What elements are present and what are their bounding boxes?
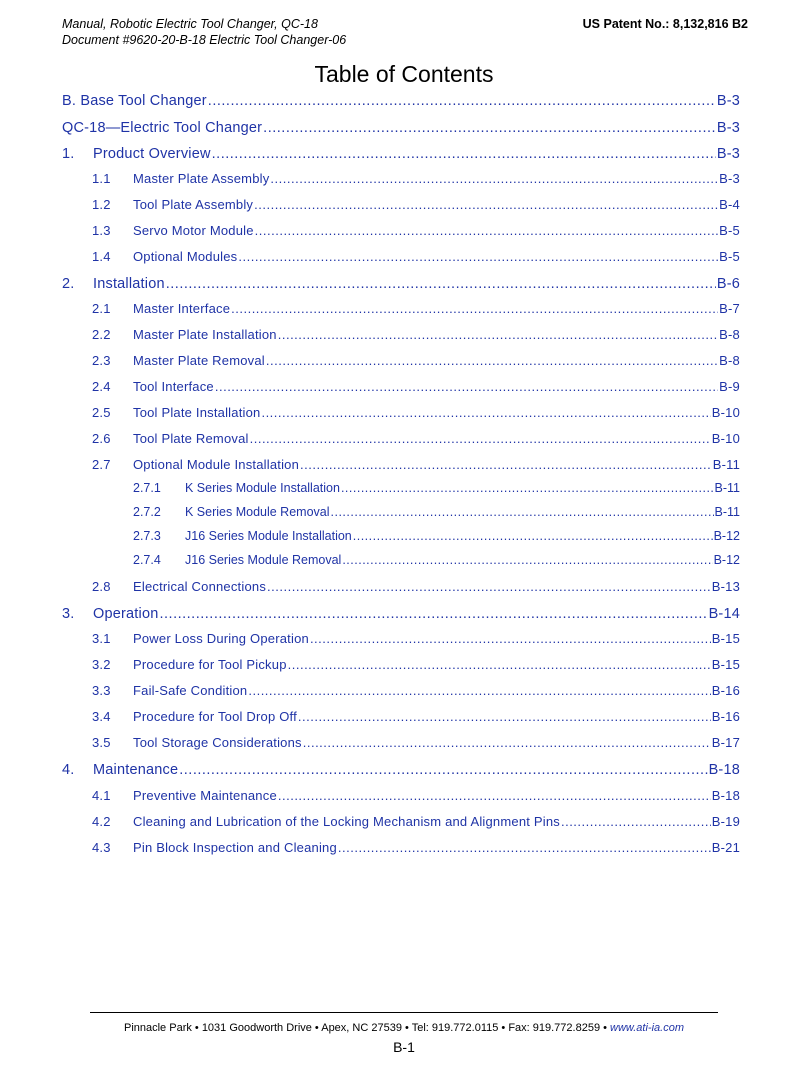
- toc-entry-page: B-10: [711, 405, 740, 420]
- toc-dot-leader: [266, 353, 718, 368]
- toc-entry[interactable]: [62, 171, 740, 193]
- toc-entry-title: K Series Module Removal: [185, 505, 330, 519]
- toc-dot-leader: [270, 171, 718, 186]
- toc-entry-title: Tool Plate Removal: [133, 431, 249, 446]
- toc-entry-number: 3.4: [92, 709, 111, 724]
- toc-entry[interactable]: [62, 353, 740, 375]
- toc-entry-title: QC-18—Electric Tool Changer: [62, 120, 263, 136]
- toc-dot-leader: [248, 683, 710, 698]
- toc-entry-number: 1.1: [92, 171, 111, 186]
- toc-dot-leader: [561, 814, 711, 829]
- toc-entry[interactable]: [62, 93, 740, 115]
- manual-title: Manual, Robotic Electric Tool Changer, QC-18: [62, 17, 318, 31]
- toc-dot-leader: [310, 631, 711, 646]
- toc-entry-number: 3.5: [92, 735, 111, 750]
- toc-entry-number: 3.2: [92, 657, 111, 672]
- toc-entry-number: 3.1: [92, 631, 111, 646]
- toc-entry-page: B-13: [711, 579, 740, 594]
- toc-dot-leader: [300, 457, 712, 472]
- toc-entry-title: Servo Motor Module: [133, 223, 254, 238]
- toc-entry-number: 3.3: [92, 683, 111, 698]
- toc-entry-page: B-8: [719, 353, 740, 368]
- footer-divider: [90, 1012, 718, 1013]
- toc-entry-title: J16 Series Module Installation: [185, 529, 352, 543]
- toc-entry-number: 2.7.3: [133, 529, 161, 543]
- toc-entry[interactable]: [62, 814, 740, 836]
- toc-dot-leader: [212, 146, 716, 162]
- toc-entry[interactable]: [62, 457, 740, 479]
- toc-entry[interactable]: [62, 379, 740, 401]
- toc-entry[interactable]: [62, 405, 740, 427]
- toc-entry[interactable]: [62, 223, 740, 245]
- toc-entry-title: Master Interface: [133, 301, 231, 316]
- toc-entry-page: B-11: [712, 457, 740, 472]
- toc-entry-number: 4.1: [92, 788, 111, 803]
- toc-entry-page: B-15: [711, 631, 740, 646]
- toc-entry-title: Product Overview: [93, 146, 211, 162]
- toc-entry-page: B-11: [714, 505, 740, 519]
- toc-entry-title: J16 Series Module Removal: [185, 553, 342, 567]
- toc-entry-page: B-3: [716, 120, 740, 136]
- toc-entry-number: 3.: [62, 606, 75, 622]
- page-footer: [0, 1021, 808, 1035]
- toc-entry-number: 4.3: [92, 840, 111, 855]
- toc-entry-number: 1.4: [92, 249, 111, 264]
- toc-entry-number: 2.2: [92, 327, 111, 342]
- toc-entry[interactable]: [62, 146, 740, 168]
- toc-entry-page: B-5: [719, 223, 740, 238]
- toc-entry-page: B-3: [716, 93, 740, 109]
- toc-entry-page: B-3: [719, 171, 740, 186]
- toc-entry[interactable]: [62, 683, 740, 705]
- toc-entry[interactable]: [62, 276, 740, 298]
- toc-entry-title: Preventive Maintenance: [133, 788, 277, 803]
- toc-entry-number: 2.4: [92, 379, 111, 394]
- toc-entry-page: B-9: [719, 379, 740, 394]
- toc-dot-leader: [179, 762, 707, 778]
- toc-entry[interactable]: [62, 657, 740, 679]
- toc-dot-leader: [254, 197, 718, 212]
- toc-entry-number: 1.3: [92, 223, 111, 238]
- toc-entry[interactable]: [62, 249, 740, 271]
- toc-entry[interactable]: [62, 197, 740, 219]
- toc-entry-title: Tool Storage Considerations: [133, 735, 302, 750]
- toc-entry-title: Installation: [93, 276, 165, 292]
- toc-entry-page: B-4: [719, 197, 740, 212]
- toc-entry-number: 2.1: [92, 301, 111, 316]
- toc-entry-number: 1.2: [92, 197, 111, 212]
- toc-entry-title: Master Plate Assembly: [133, 171, 270, 186]
- toc-entry[interactable]: [62, 481, 740, 503]
- toc-entry-number: 2.7.2: [133, 505, 161, 519]
- toc-entry[interactable]: [62, 788, 740, 810]
- toc-dot-leader: [159, 606, 707, 622]
- toc-entry[interactable]: [62, 709, 740, 731]
- toc-entry[interactable]: [62, 762, 740, 784]
- toc-entry-page: B-5: [719, 249, 740, 264]
- toc-entry[interactable]: [62, 735, 740, 757]
- toc-dot-leader: [238, 249, 718, 264]
- toc-entry[interactable]: [62, 529, 740, 551]
- toc-entry-title: Optional Modules: [133, 249, 238, 264]
- toc-entry-title: Master Plate Installation: [133, 327, 277, 342]
- toc-entry-page: B-6: [716, 276, 740, 292]
- toc-dot-leader: [267, 579, 711, 594]
- toc-entry-title: Pin Block Inspection and Cleaning: [133, 840, 337, 855]
- toc-dot-leader: [255, 223, 719, 238]
- toc-dot-leader: [342, 553, 712, 567]
- toc-dot-leader: [353, 529, 713, 543]
- toc-entry-page: B-12: [713, 529, 740, 543]
- toc-entry[interactable]: [62, 631, 740, 653]
- toc-dot-leader: [231, 301, 718, 316]
- toc-entry-page: B-8: [719, 327, 740, 342]
- toc-dot-leader: [341, 481, 714, 495]
- page-number: B-1: [393, 1039, 415, 1055]
- toc-entry-number: 2.3: [92, 353, 111, 368]
- toc-dot-leader: [331, 505, 714, 519]
- toc-entry-title: Procedure for Tool Pickup: [133, 657, 287, 672]
- toc-dot-leader: [250, 431, 711, 446]
- toc-dot-leader: [278, 788, 711, 803]
- toc-entry-title: Power Loss During Operation: [133, 631, 309, 646]
- toc-entry[interactable]: [62, 505, 740, 527]
- toc-dot-leader: [338, 840, 711, 855]
- toc-entry-title: Maintenance: [93, 762, 179, 778]
- toc-entry[interactable]: [62, 840, 740, 862]
- toc-entry-page: B-10: [711, 431, 740, 446]
- toc-dot-leader: [278, 327, 718, 342]
- toc-entry-title: Fail-Safe Condition: [133, 683, 248, 698]
- toc-entry-title: Master Plate Removal: [133, 353, 265, 368]
- toc-entry-number: 2.7: [92, 457, 111, 472]
- toc-entry-title: Electrical Connections: [133, 579, 267, 594]
- toc-dot-leader: [298, 709, 711, 724]
- toc-entry-page: B-16: [711, 683, 740, 698]
- toc-entry[interactable]: [62, 606, 740, 628]
- toc-entry-number: 1.: [62, 146, 75, 162]
- toc-entry-number: 2.7.1: [133, 481, 161, 495]
- toc-entry-number: 2.6: [92, 431, 111, 446]
- toc-dot-leader: [208, 93, 716, 109]
- toc-entry-page: B-14: [708, 606, 740, 622]
- toc-entry-number: 4.: [62, 762, 75, 778]
- toc-entry-number: 4.2: [92, 814, 111, 829]
- document-header: [62, 16, 346, 48]
- toc-dot-leader: [263, 120, 716, 136]
- toc-dot-leader: [303, 735, 711, 750]
- toc-entry-page: B-17: [711, 735, 740, 750]
- toc-entry-title: K Series Module Installation: [185, 481, 340, 495]
- toc-entry[interactable]: [62, 579, 740, 601]
- toc-entry-number: 2.5: [92, 405, 111, 420]
- toc-entry[interactable]: [62, 553, 740, 575]
- toc-entry-title: Cleaning and Lubrication of the Locking Mechanism and Alignment Pins: [133, 814, 560, 829]
- toc-entry-page: B-11: [714, 481, 740, 495]
- toc-entry-page: B-12: [713, 553, 740, 567]
- toc-entry[interactable]: [62, 301, 740, 323]
- toc-entry-title: B. Base Tool Changer: [62, 93, 207, 109]
- toc-dot-leader: [215, 379, 718, 394]
- toc-entry-page: B-7: [719, 301, 740, 316]
- document-number: Document #9620-20-B-18 Electric Tool Changer-06: [62, 33, 347, 47]
- toc-entry-page: B-3: [716, 146, 740, 162]
- toc-entry-title: Tool Plate Installation: [133, 405, 261, 420]
- page-title: Table of Contents: [314, 61, 494, 87]
- toc-entry[interactable]: [62, 327, 740, 349]
- toc-entry-title: Operation: [93, 606, 159, 622]
- toc-entry-number: 2.: [62, 276, 75, 292]
- toc-entry-title: Tool Plate Assembly: [133, 197, 254, 212]
- toc-entry-page: B-16: [711, 709, 740, 724]
- toc-entry-title: Tool Interface: [133, 379, 214, 394]
- toc-entry-number: 2.7.4: [133, 553, 161, 567]
- toc-dot-leader: [261, 405, 710, 420]
- toc-entry-page: B-15: [711, 657, 740, 672]
- toc-entry-page: B-21: [711, 840, 740, 855]
- toc-entry-page: B-18: [708, 762, 740, 778]
- toc-entry-page: B-19: [711, 814, 740, 829]
- toc-entry[interactable]: [62, 120, 740, 142]
- patent-number: US Patent No.: 8,132,816 B2: [582, 17, 748, 31]
- toc-dot-leader: [166, 276, 716, 292]
- toc-entry-title: Optional Module Installation: [133, 457, 300, 472]
- website-link[interactable]: www.ati-ia.com: [610, 1022, 684, 1034]
- toc-entry-title: Procedure for Tool Drop Off: [133, 709, 297, 724]
- toc-entry-number: 2.8: [92, 579, 111, 594]
- footer-address: Pinnacle Park • 1031 Goodworth Drive • Apex, NC 27539 • Tel: 919.772.0115 • Fax: 919.772.8259 •: [123, 1022, 611, 1034]
- toc-dot-leader: [288, 657, 711, 672]
- toc-entry[interactable]: [62, 431, 740, 453]
- toc-entry-page: B-18: [711, 788, 740, 803]
